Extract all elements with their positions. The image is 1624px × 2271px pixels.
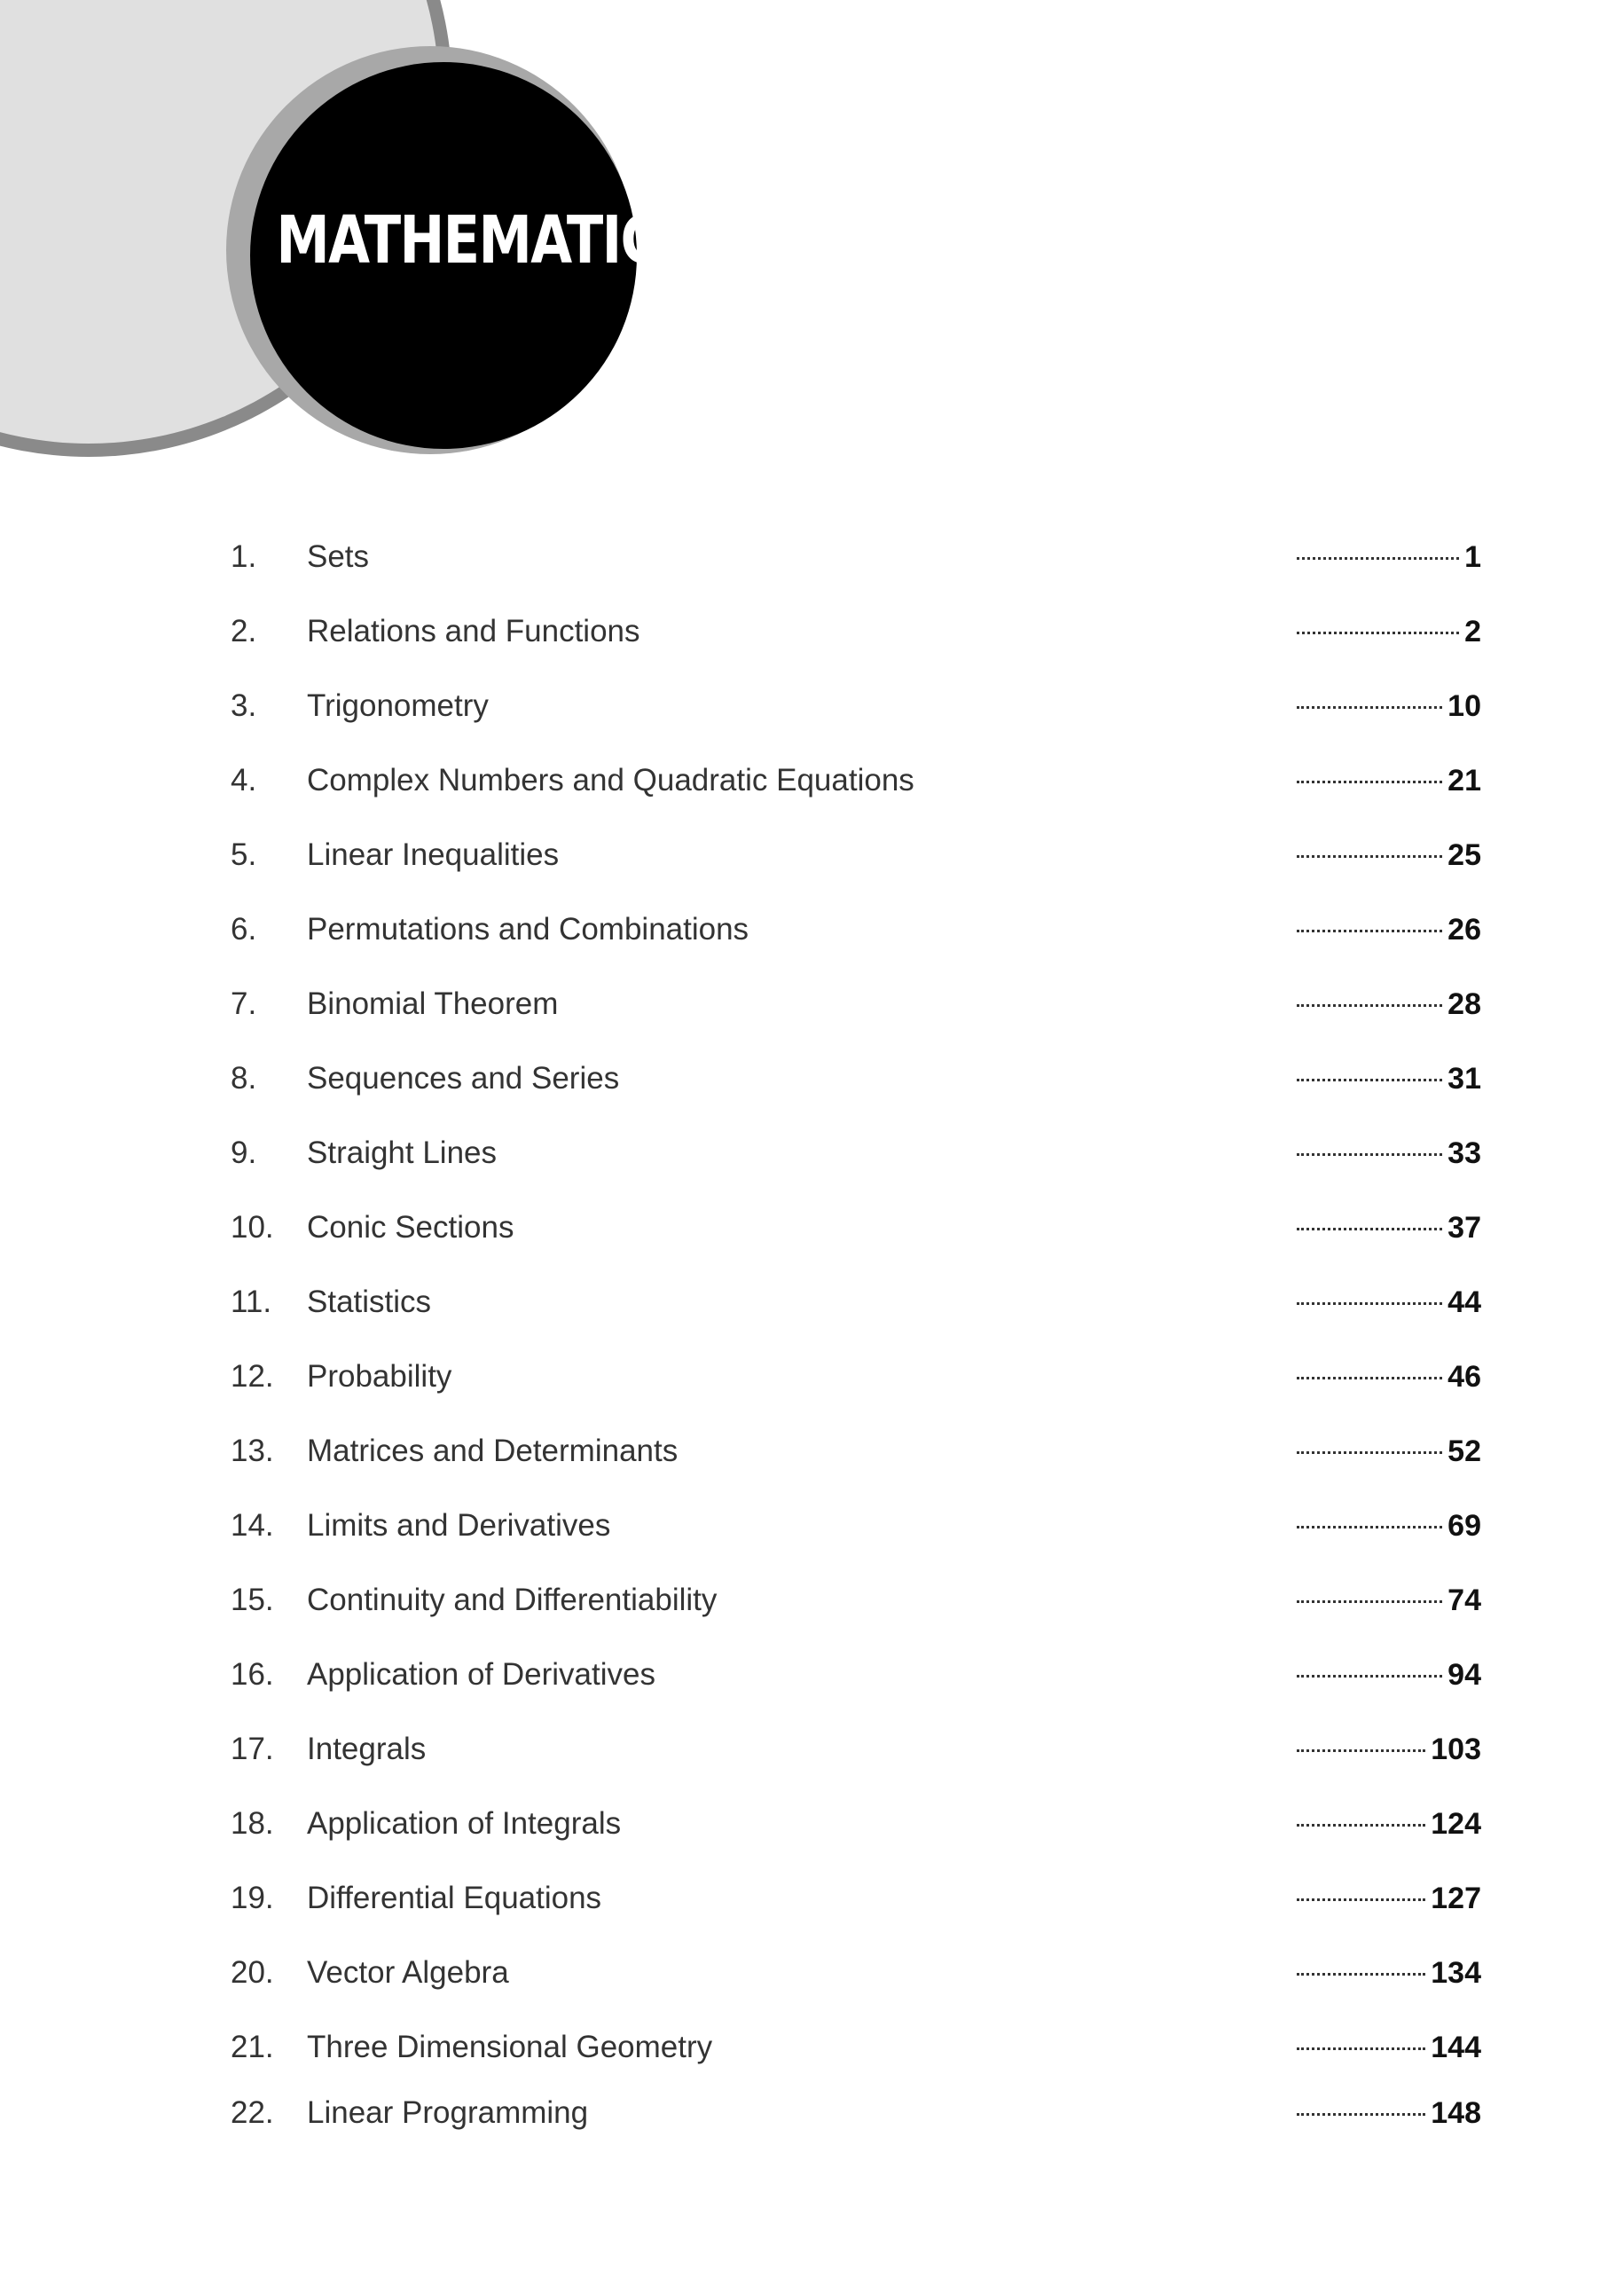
toc-item-label: Binomial Theorem <box>307 986 559 1021</box>
dot-leader <box>1297 1377 1442 1379</box>
toc-item-page-number: 44 <box>1447 1285 1481 1319</box>
toc-item <box>231 1574 1481 1627</box>
toc-item-page-ref <box>1297 1276 1481 1329</box>
toc-item-page-number: 124 <box>1431 1807 1481 1841</box>
toc-item-page-ref <box>1297 1350 1481 1403</box>
dot-leader <box>1297 1675 1442 1678</box>
toc-item <box>231 1350 1481 1403</box>
toc-item-label: Linear Programming <box>307 2095 589 2130</box>
toc-item <box>231 829 1481 882</box>
toc-item <box>231 530 1481 584</box>
toc-item-page-number: 103 <box>1431 1733 1481 1766</box>
toc-item-label: Relations and Functions <box>307 614 640 648</box>
toc-item <box>231 1276 1481 1329</box>
dot-leader <box>1297 1004 1442 1007</box>
toc-item-number: 8. <box>231 1061 257 1096</box>
toc-item-label: Statistics <box>307 1285 432 1319</box>
toc-item-label: Application of Integrals <box>307 1806 622 1841</box>
toc-item-page-number: 31 <box>1447 1062 1481 1096</box>
dot-leader <box>1297 781 1442 783</box>
toc-item-page-number: 1 <box>1464 540 1481 574</box>
toc-item-page-ref <box>1297 1723 1481 1776</box>
toc-item-number: 2. <box>231 614 257 648</box>
toc-item-page-ref <box>1297 1872 1481 1925</box>
toc-item <box>231 1127 1481 1180</box>
dot-leader <box>1297 2113 1425 2116</box>
toc-item-page-number: 10 <box>1447 689 1481 723</box>
toc-item-number: 17. <box>231 1732 274 1766</box>
toc-item-number: 10. <box>231 1210 274 1245</box>
toc-item-page-number: 134 <box>1431 1956 1481 1990</box>
toc-item-page-ref <box>1297 754 1481 807</box>
toc-item-page-ref <box>1297 2021 1481 2074</box>
dot-leader <box>1297 1824 1425 1827</box>
toc-item-label: Continuity and Differentiability <box>307 1583 718 1617</box>
toc-item-label: Conic Sections <box>307 1210 514 1245</box>
toc-item-number: 20. <box>231 1955 274 1990</box>
toc-item-number: 3. <box>231 688 257 723</box>
toc-item-page-ref <box>1297 1425 1481 1478</box>
page-title: MATHEMATICS <box>276 202 697 279</box>
toc-item-page-ref <box>1297 1797 1481 1851</box>
toc-item-number: 6. <box>231 912 257 947</box>
toc-item <box>231 605 1481 658</box>
toc-item-page-number: 2 <box>1464 615 1481 648</box>
toc-item-number: 22. <box>231 2095 274 2130</box>
toc-item-number: 19. <box>231 1881 274 1915</box>
toc-item-page-number: 148 <box>1431 2096 1481 2130</box>
toc-item-page-ref <box>1297 605 1481 658</box>
toc-item-page-number: 144 <box>1431 2031 1481 2064</box>
toc-item-label: Sequences and Series <box>307 1061 620 1096</box>
toc-item-number: 21. <box>231 2030 274 2064</box>
dot-leader <box>1297 1302 1442 1305</box>
toc-item-label: Linear Inequalities <box>307 837 560 872</box>
toc-item-page-number: 25 <box>1447 838 1481 872</box>
toc-item <box>231 680 1481 733</box>
toc-item-label: Trigonometry <box>307 688 489 723</box>
toc-item-page-ref <box>1297 1127 1481 1180</box>
toc-item-number: 13. <box>231 1434 274 1468</box>
toc-item-page-number: 69 <box>1447 1509 1481 1543</box>
toc-item-page-number: 37 <box>1447 1211 1481 1245</box>
toc-item-page-number: 74 <box>1447 1583 1481 1617</box>
toc-item <box>231 1499 1481 1552</box>
toc-item-page-ref <box>1297 1052 1481 1105</box>
toc-item-label: Sets <box>307 539 370 574</box>
toc-item <box>231 1425 1481 1478</box>
toc-item-page-number: 33 <box>1447 1136 1481 1170</box>
toc-item-page-ref <box>1297 829 1481 882</box>
toc-item-page-ref <box>1297 530 1481 584</box>
dot-leader <box>1297 1079 1442 1081</box>
dot-leader <box>1297 1973 1425 1976</box>
toc-item <box>231 1946 1481 2000</box>
toc-item <box>231 1052 1481 1105</box>
toc-item <box>231 978 1481 1031</box>
toc-item-page-ref <box>1297 1201 1481 1254</box>
dot-leader <box>1297 1600 1442 1603</box>
toc-item-number: 14. <box>231 1508 274 1543</box>
toc-item-label: Probability <box>307 1359 452 1394</box>
toc-item <box>231 1872 1481 1925</box>
toc-item-label: Complex Numbers and Quadratic Equations <box>307 763 914 798</box>
toc-item-page-ref <box>1297 1574 1481 1627</box>
toc-item <box>231 2021 1481 2074</box>
toc-item <box>231 754 1481 807</box>
toc-item-page-ref <box>1297 1499 1481 1552</box>
toc-item-page-number: 28 <box>1447 987 1481 1021</box>
toc-item-page-ref <box>1297 1946 1481 2000</box>
toc-item-label: Three Dimensional Geometry <box>307 2030 713 2064</box>
toc-item-label: Limits and Derivatives <box>307 1508 611 1543</box>
toc-item-page-number: 52 <box>1447 1434 1481 1468</box>
toc-item <box>231 1201 1481 1254</box>
dot-leader <box>1297 557 1459 560</box>
toc-item-number: 18. <box>231 1806 274 1841</box>
toc-item-number: 1. <box>231 539 257 574</box>
toc-item <box>231 1648 1481 1701</box>
toc-item-number: 9. <box>231 1136 257 1170</box>
toc-item-number: 11. <box>231 1285 272 1319</box>
toc-item-page-number: 26 <box>1447 913 1481 947</box>
toc-item-label: Differential Equations <box>307 1881 602 1915</box>
toc-item <box>231 1797 1481 1851</box>
dot-leader <box>1297 1451 1442 1454</box>
toc-item-number: 16. <box>231 1657 274 1692</box>
toc-item-number: 7. <box>231 986 257 1021</box>
toc-item-page-number: 127 <box>1431 1882 1481 1915</box>
dot-leader <box>1297 2047 1425 2050</box>
dot-leader <box>1297 1898 1425 1901</box>
toc-item-page-number: 46 <box>1447 1360 1481 1394</box>
dot-leader <box>1297 855 1442 858</box>
toc-item-page-ref <box>1297 978 1481 1031</box>
dot-leader <box>1297 706 1442 709</box>
toc-item-page-ref <box>1297 680 1481 733</box>
toc-item-label: Integrals <box>307 1732 427 1766</box>
toc-item-page-number: 94 <box>1447 1658 1481 1692</box>
dot-leader <box>1297 1749 1425 1752</box>
toc-item-label: Application of Derivatives <box>307 1657 655 1692</box>
toc-item-label: Permutations and Combinations <box>307 912 749 947</box>
dot-leader <box>1297 1228 1442 1230</box>
toc-item-label: Straight Lines <box>307 1136 498 1170</box>
toc-item-page-ref <box>1297 2086 1481 2140</box>
toc-item <box>231 903 1481 956</box>
toc-item-page-ref <box>1297 903 1481 956</box>
toc-item-page-number: 21 <box>1447 764 1481 798</box>
toc-item <box>231 1723 1481 1776</box>
dot-leader <box>1297 632 1459 634</box>
toc-item-number: 4. <box>231 763 257 798</box>
toc-item-label: Matrices and Determinants <box>307 1434 679 1468</box>
dot-leader <box>1297 1153 1442 1156</box>
toc-item <box>231 2086 1481 2140</box>
toc-item-number: 5. <box>231 837 257 872</box>
toc-item-label: Vector Algebra <box>307 1955 509 1990</box>
toc-item-number: 12. <box>231 1359 274 1394</box>
toc-item-page-ref <box>1297 1648 1481 1701</box>
dot-leader <box>1297 1526 1442 1528</box>
toc-item-number: 15. <box>231 1583 274 1617</box>
dot-leader <box>1297 930 1442 932</box>
